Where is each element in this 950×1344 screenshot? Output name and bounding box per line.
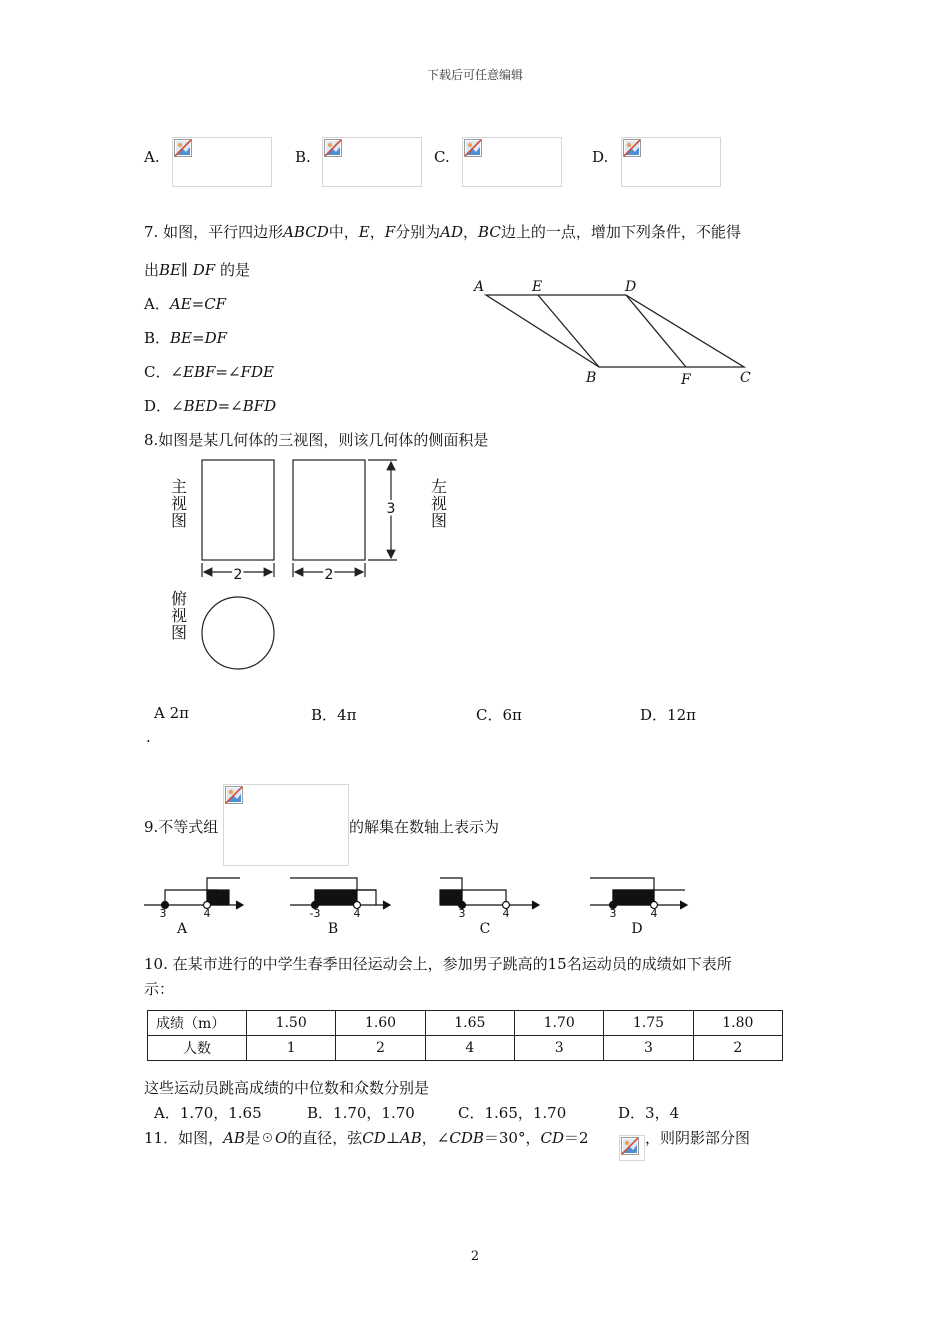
- table-cell: 1: [247, 1036, 336, 1061]
- front-view-label: 主 视 图: [170, 477, 187, 530]
- q9-prefix: 9.不等式组: [144, 818, 219, 836]
- q10-score-table: [147, 1010, 783, 1061]
- line-b-label: B: [327, 921, 339, 937]
- table-cell: 1.60: [336, 1011, 425, 1036]
- line-c-tick-2: 4: [502, 907, 510, 920]
- q7-parallelogram-figure: [466, 274, 766, 394]
- q10-option-d: D．3，4: [618, 1104, 680, 1122]
- line-a-tick-1: 3: [159, 907, 167, 920]
- top-view-circle: [202, 597, 274, 669]
- broken-image-icon: [621, 1137, 639, 1155]
- line-d-tick-1: 3: [609, 907, 617, 920]
- q7-option-b: B．BE=DF: [144, 329, 228, 347]
- line-a-tick-2: 4: [203, 907, 211, 920]
- q8-option-b: B．4π: [311, 706, 357, 724]
- q9-suffix: 的解集在数轴上表示为: [349, 818, 500, 836]
- line-b-tick-2: 4: [353, 907, 361, 920]
- table-cell: 1.65: [425, 1011, 514, 1036]
- table-cell: 3: [514, 1036, 603, 1061]
- q6-option-a-image: [172, 137, 272, 187]
- q7-question-line2: 出BE∥ DF 的是: [144, 261, 250, 279]
- front-view-rect: [202, 460, 274, 560]
- point-e-label: E: [532, 279, 543, 295]
- table-cell: 1.80: [693, 1011, 782, 1036]
- table-cell: 4: [425, 1036, 514, 1061]
- q6-option-b-label: B.: [295, 148, 311, 166]
- front-width-value: 2: [233, 567, 243, 583]
- q8-option-a: A 2π: [154, 704, 190, 722]
- q9-inequality-image: [223, 784, 349, 866]
- broken-image-icon: [174, 139, 192, 157]
- q10-option-c: C．1.65，1.70: [458, 1104, 567, 1122]
- broken-image-icon: [225, 786, 243, 804]
- q8-question: 8.如图是某几何体的三视图，则该几何体的侧面积是: [144, 431, 489, 449]
- q10-prompt: 这些运动员跳高成绩的中位数和众数分别是: [144, 1079, 430, 1097]
- table-row: [148, 1011, 783, 1036]
- q8-option-d: D．12π: [640, 706, 696, 724]
- point-c-label: C: [740, 370, 751, 386]
- page-number: 2: [470, 1249, 480, 1264]
- q8-three-views-figure: [195, 455, 405, 675]
- point-b-label: B: [586, 370, 597, 386]
- point-f-label: F: [681, 372, 691, 388]
- q7-question-line1: 7. 如图，平行四边形ABCD中，E，F分别为AD，BC边上的一点，增加下列条件，不能得: [144, 223, 741, 241]
- parallelogram-abcd: [486, 295, 744, 367]
- table-header-count: 人数: [148, 1036, 247, 1061]
- point-d-label: D: [625, 279, 637, 295]
- line-a-label: A: [176, 921, 188, 937]
- page-header: 下载后可任意编辑: [426, 68, 523, 82]
- table-cell: 1.50: [247, 1011, 336, 1036]
- height-value: 3: [386, 501, 396, 517]
- q10-question-line1: 10. 在某市进行的中学生春季田径运动会上，参加男子跳高的15名运动员的成绩如下表所: [144, 955, 732, 973]
- q6-option-d-label: D.: [592, 148, 609, 166]
- point-a-label: A: [474, 279, 485, 295]
- q6-option-a-label: A.: [144, 148, 160, 166]
- table-cell: 1.75: [604, 1011, 693, 1036]
- q6-option-d-image: [621, 137, 721, 187]
- table-cell: 2: [693, 1036, 782, 1061]
- table-cell: 2: [336, 1036, 425, 1061]
- q7-option-a: A．AE=CF: [144, 295, 227, 313]
- q6-option-b-image: [322, 137, 422, 187]
- left-view-rect: [293, 460, 365, 560]
- q9-number-lines: [140, 870, 700, 940]
- top-view-label: 俯 视 图: [170, 589, 187, 642]
- q6-option-c-image: [462, 137, 562, 187]
- q8-trailing-dot: .: [146, 728, 151, 746]
- table-row: [148, 1036, 783, 1061]
- table-cell: 1.70: [514, 1011, 603, 1036]
- q11-sqrt-image: [619, 1135, 645, 1161]
- line-b-tick-1: -3: [309, 907, 321, 920]
- table-header-score: 成绩（m）: [148, 1011, 247, 1036]
- broken-image-icon: [623, 139, 641, 157]
- q10-question-line2: 示：: [144, 980, 175, 998]
- left-width-value: 2: [324, 567, 334, 583]
- broken-image-icon: [464, 139, 482, 157]
- q10-option-b: B．1.70，1.70: [307, 1104, 415, 1122]
- table-cell: 3: [604, 1036, 693, 1061]
- line-d-label: D: [631, 921, 643, 937]
- segment-be: [538, 295, 599, 367]
- q8-option-c: C．6π: [476, 706, 522, 724]
- q11-question: 11．如图，AB是☉O的直径，弦CD⊥AB，∠CDB＝30°，CD＝2: [144, 1129, 589, 1147]
- q7-option-c: C．∠EBF=∠FDE: [144, 363, 274, 381]
- line-c-label: C: [479, 921, 491, 937]
- left-view-label: 左 视 图: [430, 477, 447, 530]
- q10-option-a: A．1.70，1.65: [154, 1104, 262, 1122]
- broken-image-icon: [324, 139, 342, 157]
- line-c-tick-1: 3: [458, 907, 466, 920]
- segment-df: [626, 295, 686, 367]
- line-d-tick-2: 4: [650, 907, 658, 920]
- q11-question-tail: ，则阴影部分图: [645, 1129, 751, 1147]
- q7-option-d: D．∠BED=∠BFD: [144, 397, 277, 415]
- q6-option-c-label: C.: [434, 148, 450, 166]
